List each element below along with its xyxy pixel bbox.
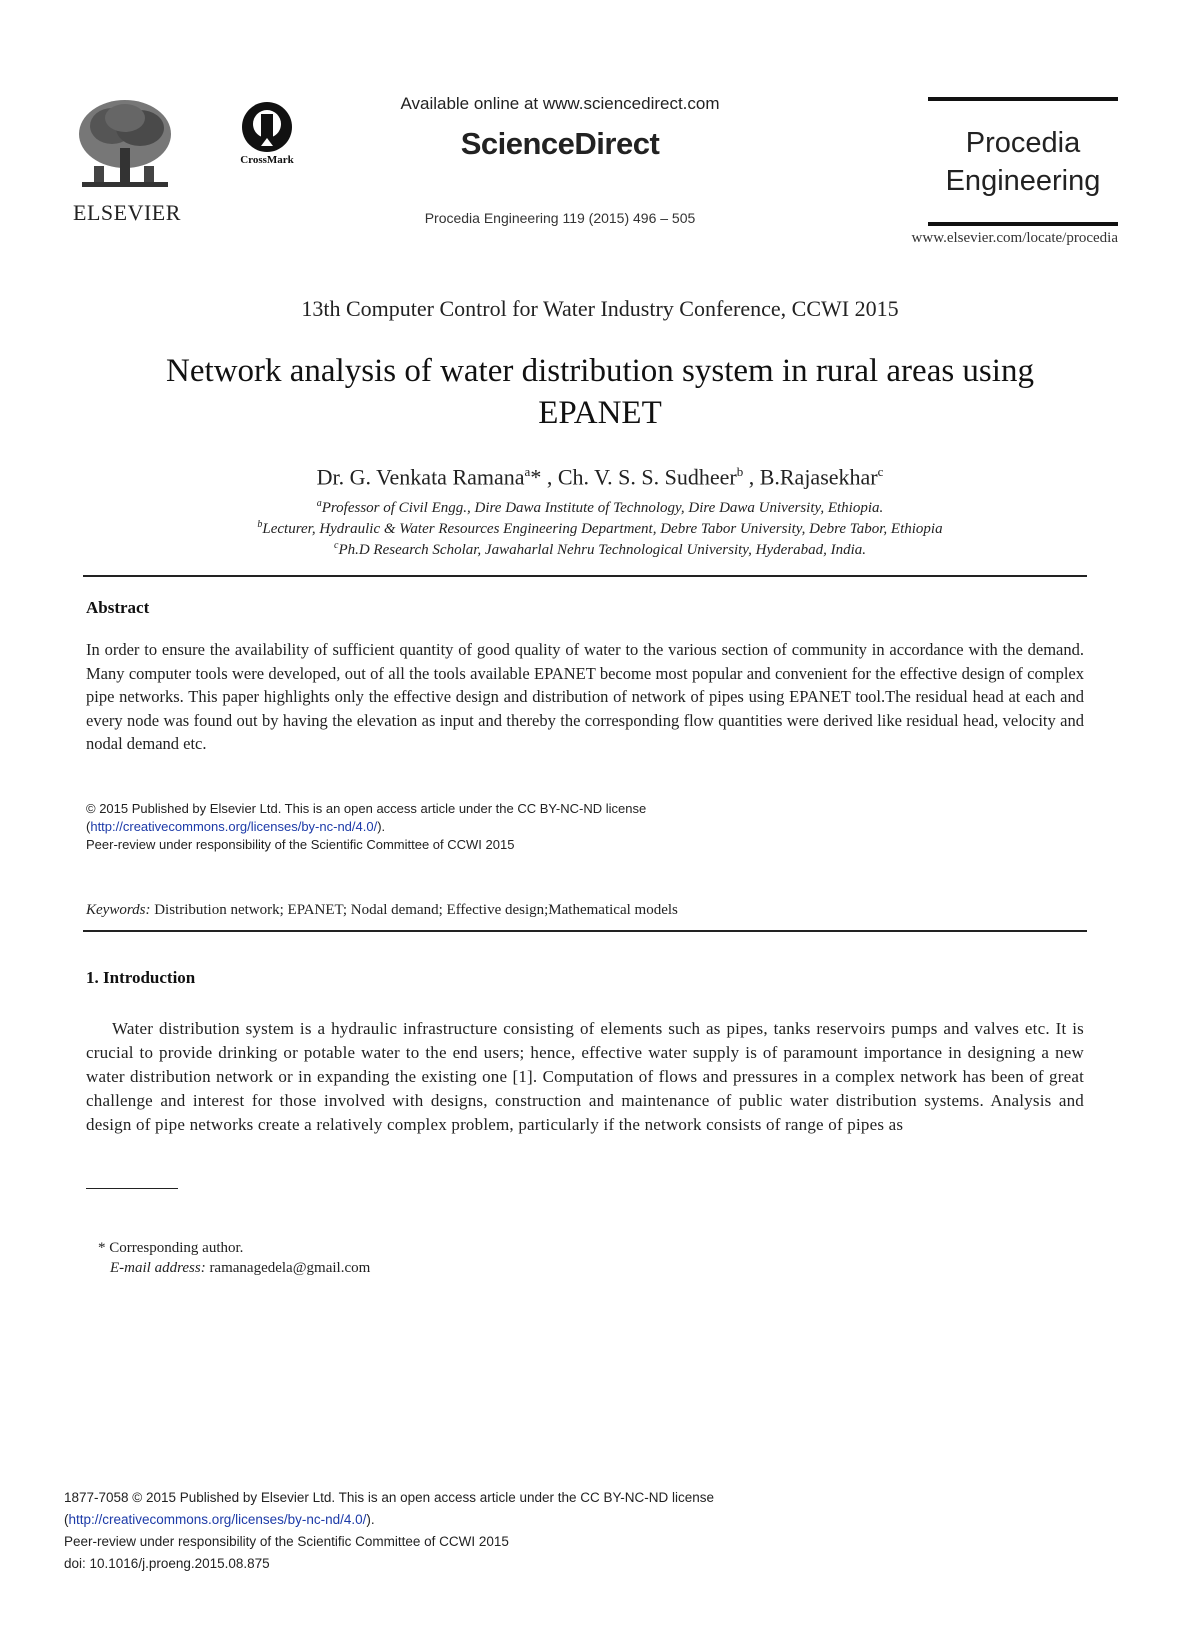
divider xyxy=(83,575,1087,577)
affiliation xyxy=(80,498,1120,517)
author-affil-mark: c xyxy=(877,464,884,479)
footer-paren-close: ). xyxy=(366,1512,375,1527)
affiliation-text: Ph.D Research Scholar, Jawaharlal Nehru Technological University, Hyderabad, India. xyxy=(338,542,867,558)
email-label: E-mail address: xyxy=(110,1260,206,1276)
affiliation-mark: c xyxy=(333,540,339,551)
author-name: Ch. V. S. S. Sudheer xyxy=(557,464,737,490)
corresponding-mark: * xyxy=(530,464,542,490)
paper-title xyxy=(80,350,1120,434)
journal-reference: Procedia Engineering 119 (2015) 496 – 505 xyxy=(424,210,696,226)
license-link-line xyxy=(86,818,385,835)
paper-title-line1: Network analysis of water distribution system in rural areas using xyxy=(166,353,1034,389)
author-name: Dr. G. Venkata Ramana xyxy=(316,464,525,490)
elsevier-logo xyxy=(68,96,186,224)
journal-name-line1: Procedia xyxy=(965,127,1081,159)
crossmark-label: CrossMark xyxy=(240,154,294,166)
journal-rule-bottom xyxy=(928,222,1118,226)
elsevier-wordmark: ELSEVIER xyxy=(73,200,181,225)
license-paren-open: ( xyxy=(86,819,91,834)
affiliation xyxy=(80,540,1120,559)
journal-rule-top xyxy=(928,97,1118,101)
footer-link-line xyxy=(64,1512,375,1527)
license-line: © 2015 Published by Elsevier Ltd. This is an open access article under the CC BY-NC-ND license xyxy=(86,801,647,816)
license-link[interactable]: http://creativecommons.org/licenses/by-nc-nd/4.0/ xyxy=(90,819,378,834)
corresponding-author: * Corresponding author. xyxy=(98,1240,244,1256)
sciencedirect-brand: ScienceDirect xyxy=(460,126,660,161)
footer-peer-review: Peer-review under responsibility of the Scientific Committee of CCWI 2015 xyxy=(64,1534,509,1549)
author-name: B.Rajasekhar xyxy=(759,464,878,490)
email-address[interactable]: ramanagedela@gmail.com xyxy=(205,1260,371,1276)
footer-license: 1877-7058 © 2015 Published by Elsevier Ltd. This is an open access article under the CC BY-NC-ND license xyxy=(64,1490,715,1505)
author-affil-mark: b xyxy=(736,464,744,479)
author-affil-mark: a xyxy=(524,464,531,479)
affiliation-mark: b xyxy=(257,519,263,530)
journal-url[interactable]: www.elsevier.com/locate/procedia xyxy=(911,230,1118,246)
peer-review-line: Peer-review under responsibility of the Scientific Committee of CCWI 2015 xyxy=(86,837,515,852)
affiliation-mark: a xyxy=(316,498,322,509)
author-list: Dr. G. Venkata Ramana$^a$* , Ch. V. S. S. Sudheer$^b$ , B.Rajasekhar$^c$ xyxy=(316,464,884,490)
abstract-body: In order to ensure the availability of sufficient quantity of good quality of water to the various section of community in accordance with the demand. Many computer tools were developed, out of all the tools available EPANET become most popular and convenient for the effective design of complex pipe networks. This paper highlights only the effective design and distribution of network of pipes using EPANET tool.The residual head at each and every node was found out by having the elevation as input and thereby the corresponding flow quantities were derived like residual head, velocity and nodal demand etc. xyxy=(86,640,1084,753)
abstract-heading: Abstract xyxy=(86,598,150,617)
divider xyxy=(83,930,1087,932)
journal-name xyxy=(928,124,1118,200)
elsevier-tree-icon xyxy=(72,96,178,196)
email-line xyxy=(110,1260,370,1277)
paper-title-line2: EPANET xyxy=(538,395,662,431)
keywords-text: Distribution network; EPANET; Nodal demand; Effective design;Mathematical models xyxy=(150,902,678,918)
available-online: Available online at www.sciencedirect.com xyxy=(400,94,720,113)
license-paren-close: ). xyxy=(377,819,386,834)
introduction-heading: 1. Introduction xyxy=(86,968,196,987)
introduction-body: Water distribution system is a hydraulic infrastructure consisting of elements such as pipes, tanks reservoirs pumps and valves etc. It is crucial to provide drinking or potable water to the end users; hence, effective water supply is of paramount importance in designing a new water distribution network or in expanding the existing one [1]. Computation of flows and pressures in a complex network has been of great challenge and interest for those involved with designs, construction and maintenance of public water distribution systems. Analysis and design of pipe networks create a relatively complex problem, particularly if the network consists of range of pipes as xyxy=(86,1019,1084,1134)
journal-name-line2: Engineering xyxy=(945,165,1101,197)
footer-doi[interactable]: doi: 10.1016/j.proeng.2015.08.875 xyxy=(64,1556,270,1571)
conference-name: 13th Computer Control for Water Industry Conference, CCWI 2015 xyxy=(301,296,899,321)
affiliation xyxy=(80,519,1120,538)
footnote-rule xyxy=(86,1188,178,1189)
affiliation-text: Lecturer, Hydraulic & Water Resources Engineering Department, Debre Tabor University, Debre Tabor, Ethiopia xyxy=(262,521,943,537)
affiliation-text: Professor of Civil Engg., Dire Dawa Institute of Technology, Dire Dawa University, Ethiopia. xyxy=(321,500,884,516)
keywords-label: Keywords: xyxy=(86,902,151,918)
keywords xyxy=(86,902,1084,919)
footer-paren-open: ( xyxy=(64,1512,69,1527)
footer-license-link[interactable]: http://creativecommons.org/licenses/by-nc-nd/4.0/ xyxy=(68,1512,367,1527)
